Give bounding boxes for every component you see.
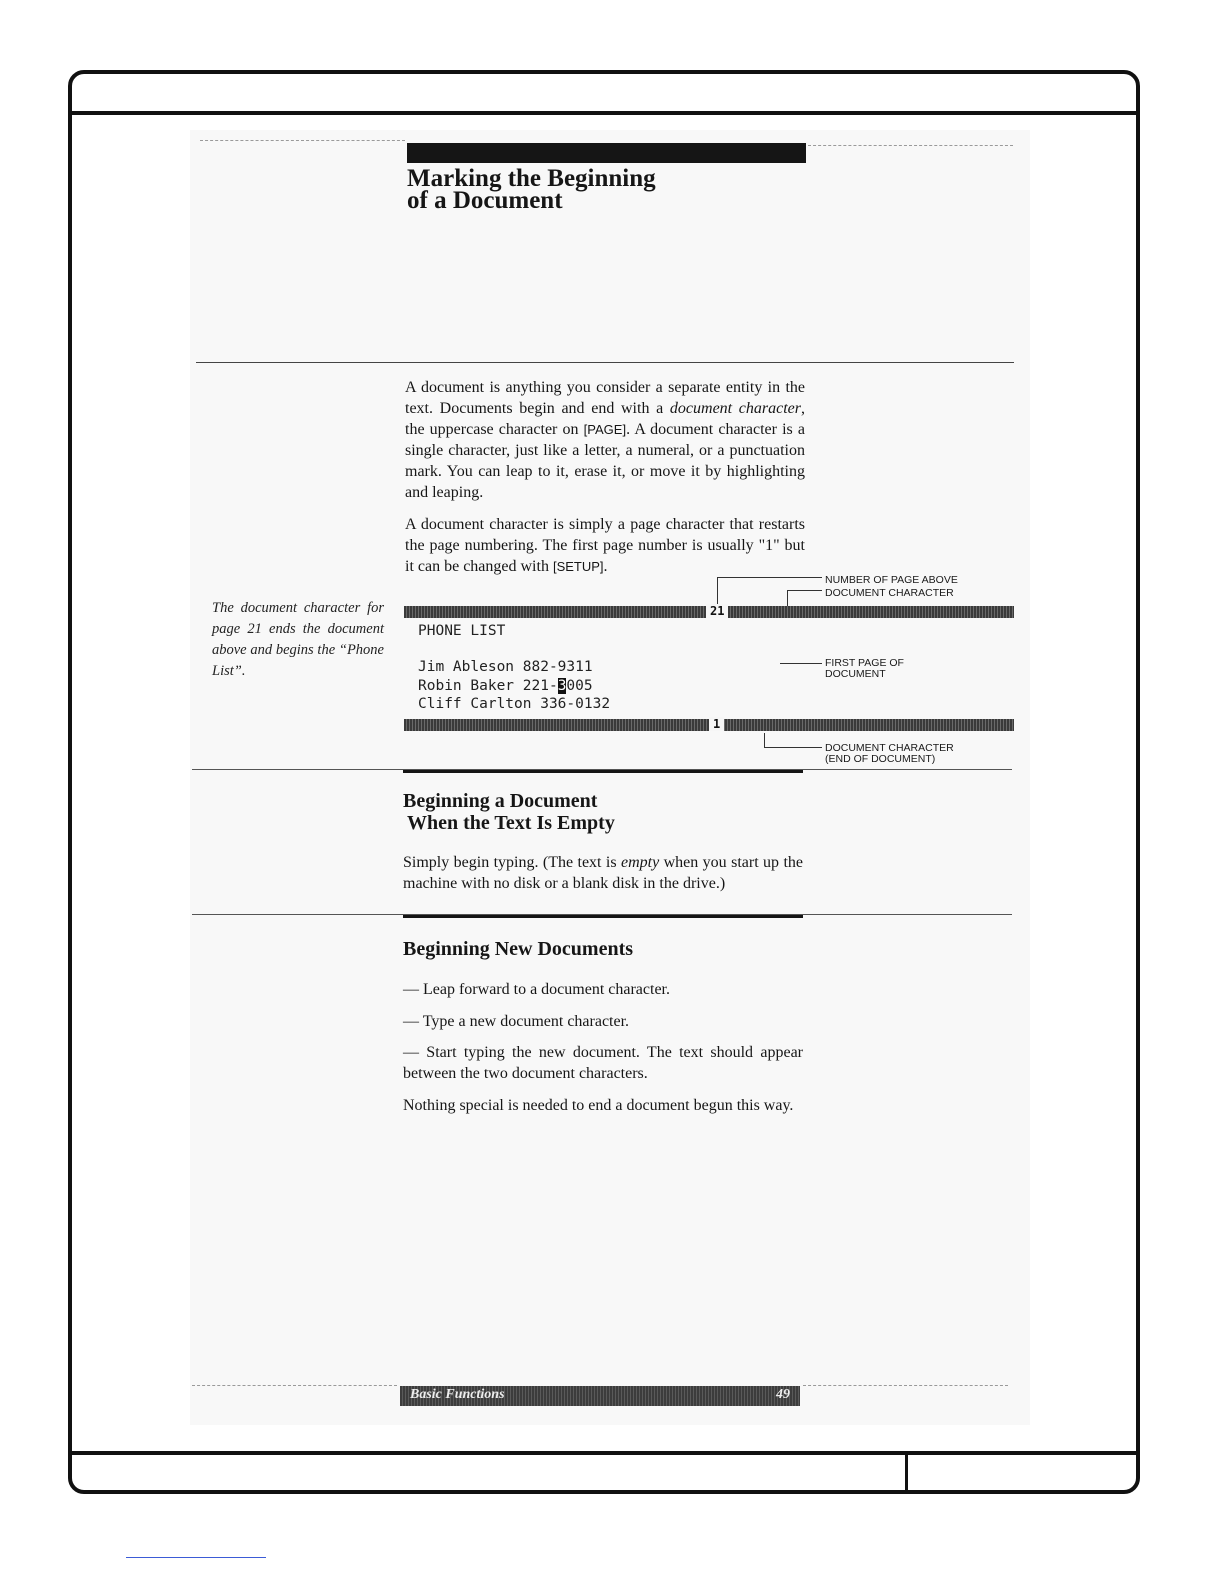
section-title xyxy=(407,165,656,214)
section-title-line2: of a Document xyxy=(407,187,563,214)
empty-section-text xyxy=(403,852,803,894)
intro-p1-text-a: A document is anything you consider a separate entity in the text. Documents begin and end with a xyxy=(405,379,805,417)
intro-p1-text-b: , the uppercase character on xyxy=(405,400,806,438)
phone-entry-2-before: Robin Baker 221- xyxy=(418,678,558,694)
header-dotted-rule-right xyxy=(808,145,1013,146)
footer-dotted-rule-right xyxy=(803,1385,1008,1386)
new-docs-closing: Nothing special is needed to end a document begun this way. xyxy=(403,1097,794,1114)
callout-end-of-document: (END OF DOCUMENT) xyxy=(825,753,936,765)
empty-section-title-line1: Beginning a Document xyxy=(403,790,598,812)
callout-doc-char-end: DOCUMENT CHARACTER xyxy=(825,742,954,754)
page-bar-top xyxy=(404,606,1014,618)
callout-line-horz-3 xyxy=(764,747,822,748)
frame-bottom-rule xyxy=(72,1451,1136,1455)
phone-entry-1: Jim Ableson 882-9311 xyxy=(418,659,593,675)
setup-key-label: [SETUP] xyxy=(552,559,604,574)
section-divider-3-thick xyxy=(403,915,803,918)
footer-dotted-rule-left xyxy=(192,1385,397,1386)
empty-section-title xyxy=(403,790,615,834)
phone-entry-3: Cliff Carlton 336-0132 xyxy=(418,696,611,712)
header-dotted-rule-left xyxy=(200,140,405,141)
page-bar-bottom xyxy=(404,719,1014,731)
empty-text-emphasis: empty xyxy=(621,854,660,871)
callout-document-character: DOCUMENT CHARACTER xyxy=(825,587,954,599)
screen-figure xyxy=(404,603,1014,733)
phone-entry-2 xyxy=(418,677,593,695)
empty-text-b: when you start up the machine with no disk or a blank disk in the drive.) xyxy=(403,854,803,892)
new-docs-step-3: — Start typing the new document. The text should appear between the two document characters. xyxy=(403,1044,803,1082)
callout-line-horz-1 xyxy=(717,577,822,578)
new-docs-step-2: — Type a new document character. xyxy=(403,1013,630,1030)
section-divider-1 xyxy=(196,362,1014,363)
section-title-line1: Marking the Beginning xyxy=(407,165,656,192)
page-key-label: [PAGE] xyxy=(583,422,627,437)
section-divider-2-thick xyxy=(403,770,803,773)
footer-page-number: 49 xyxy=(776,1387,790,1402)
footer-band xyxy=(400,1386,800,1406)
side-note: The document character for page 21 ends the document above and begins the “Phone List”. xyxy=(212,600,384,679)
callout-line-vert-1 xyxy=(717,577,718,606)
callout-first-page-of: FIRST PAGE OF xyxy=(825,657,904,669)
new-docs-title: Beginning New Documents xyxy=(403,938,634,960)
empty-text-a: Simply begin typing. (The text is xyxy=(403,854,621,871)
footer-section-name: Basic Functions xyxy=(410,1387,505,1402)
top-page-number: 21 xyxy=(706,604,728,618)
callout-line-vert-3 xyxy=(764,733,765,747)
callout-line-first-page xyxy=(780,663,822,664)
text-cursor: 3 xyxy=(557,678,567,694)
intro-paragraph-1 xyxy=(405,377,805,503)
intro-p1-emphasis: document character xyxy=(669,400,802,417)
callout-number-of-page-above: NUMBER OF PAGE ABOVE xyxy=(825,574,958,586)
bottom-page-number: 1 xyxy=(709,717,724,731)
frame-top-rule xyxy=(72,111,1136,115)
scanned-page xyxy=(190,130,1030,1425)
frame-bottom-divider xyxy=(905,1452,908,1490)
intro-p2-text-b: . xyxy=(603,558,608,575)
intro-p1-text-c: . A document character is a single character, just like a letter, a numeral, or a punctuation mark. You can leap to it, erase it, or move it by highlighting and leaping. xyxy=(405,421,806,501)
intro-paragraph-2 xyxy=(405,514,805,577)
callout-document: DOCUMENT xyxy=(825,668,886,680)
callout-line-horz-2 xyxy=(787,590,822,591)
empty-section-title-line2: When the Text Is Empty xyxy=(407,812,615,834)
intro-p2-text-a: A document character is simply a page character that restarts the page numbering. The first page number is usually "1" but it can be changed with xyxy=(405,516,805,575)
header-black-bar xyxy=(407,143,806,163)
phone-list-heading: PHONE LIST xyxy=(418,623,506,639)
new-docs-step-1: — Leap forward to a document character. xyxy=(403,981,670,998)
footnote-separator xyxy=(126,1557,266,1558)
phone-entry-2-after: 005 xyxy=(566,678,593,694)
